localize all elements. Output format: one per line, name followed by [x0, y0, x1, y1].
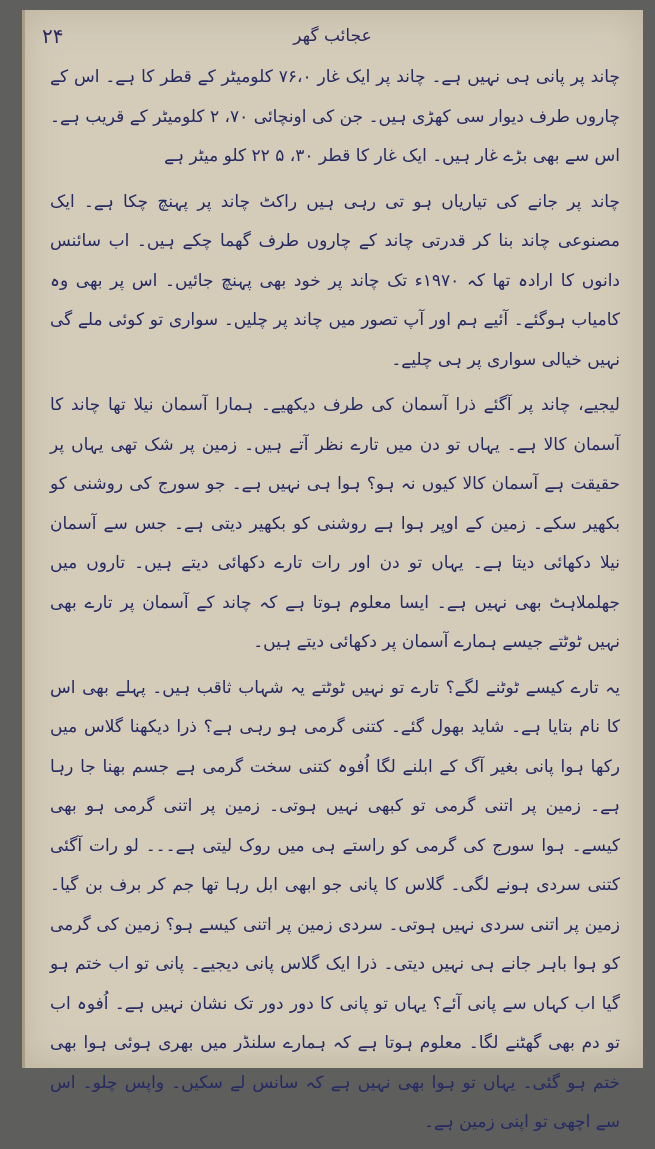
- page-edge: [22, 10, 25, 1068]
- page-number: ۲۴: [42, 24, 64, 48]
- paragraph-sky: لیجیے، چاند پر آگئے ذرا آسمان کی طرف دیکھیے۔ ہمارا آسمان نیلا تھا چاند کا آسمان کالا ہے۔ یہاں تو دن میں تارے نظر آتے ہیں۔ زمین پر شک تھی یہاں پر حقیقت ہے آسمان کالا کیوں نہ ہو؟ ہوا ہی نہیں ہے۔ جو سورج کی روشنی کو بکھیر سکے۔ زمین کے اوپر ہوا ہے روشنی کو بکھیر دیتی ہے۔ جس سے آسمان نیلا دکھائی دیتا ہے۔ یہاں تو دن اور رات تارے دکھائی دیتے ہیں۔ تاروں میں جھلملاہٹ بھی نہیں ہے۔ ایسا معلوم ہوتا ہے کہ چاند کے آسمان پر تارے بھی نہیں ٹوٹتے جیسے ہمارے آسمان پر دکھائی دیتے ہیں۔: [50, 395, 620, 652]
- paragraph-preparation: چاند پر جانے کی تیاریاں ہو تی رہی ہیں راکٹ چاند پر پہنچ چکا ہے۔ ایک مصنوعی چاند بنا کر قدرتی چاند کے چاروں طرف گھما چکے ہیں۔ اب سائنس دانوں کا ارادہ تھا کہ ۱۹۷۰ء تک چاند پر خود بھی پہنچ جائیں۔ اس پر بھی وہ کامیاب ہوگئے۔ آئیے ہم اور آپ تصور میں چاند پر چلیں۔ سواری تو کوئی ملے گی نہیں خیالی سواری پر ہی چلیے۔: [50, 191, 620, 370]
- paragraph-crater: چاند پر پانی ہی نہیں ہے۔ چاند پر ایک غار ۷۶،۰ کلومیٹر کے قطر کا ہے۔ اس کے چاروں طرف دیوار سی کھڑی ہیں۔ جن کی اونچائی ۷۰، ۲ کلومیٹر کے قریب ہے۔ اس سے بھی بڑے غار ہیں۔ ایک غار کا قطر ۳۰، ۵ ۲۲ کلو میٹر ہے: [50, 67, 621, 166]
- page-body: [50, 58, 620, 1149]
- page-header: [22, 18, 643, 58]
- running-title: عجائب گھر: [293, 26, 372, 46]
- paragraph-heat-cold: یہ تارے کیسے ٹوٹنے لگے؟ تارے تو نہیں ٹوٹتے یہ شہاب ثاقب ہیں۔ پہلے بھی اس کا نام بتایا ہے۔ شاید بھول گئے۔ کتنی گرمی ہو رہی ہے؟ ذرا دیکھنا گلاس میں رکھا ہوا پانی بغیر آگ کے ابلنے لگا اُفوہ کتنی سخت گرمی ہے جسم بھنا جا رہا ہے۔ زمین پر اتنی گرمی تو کبھی نہیں ہوتی۔ زمین پر اتنی گرمی ہو بھی کیسے۔ ہوا سورج کی گرمی کو راستے ہی میں روک لیتی ہے۔۔۔ لو رات آگئی کتنی سردی ہونے لگی۔ گلاس کا پانی جو ابھی ابل رہا تھا جم کر برف بن گیا۔ زمین پر اتنی سردی نہیں ہوتی۔ سردی زمین پر اتنی کیسے ہو؟ زمین کی گرمی کو ہوا باہر جانے ہی نہیں دیتی۔ ذرا ایک گلاس پانی دیجیے۔ پانی تو اب ختم ہو گیا اب کہاں سے پانی آئے؟ یہاں تو پانی کا دور دور تک نشان نہیں ہے۔ اُفوہ اب تو دم بھی گھٹنے لگا۔ معلوم ہوتا ہے کہ ہمارے سلنڈر میں بھری ہوئی ہوا بھی ختم ہو گئی۔ یہاں تو ہوا بھی نہیں ہے کہ سانس لے سکیں۔ واپس چلو۔ اس سے اچھی تو اپنی زمین ہے۔: [50, 677, 620, 1132]
